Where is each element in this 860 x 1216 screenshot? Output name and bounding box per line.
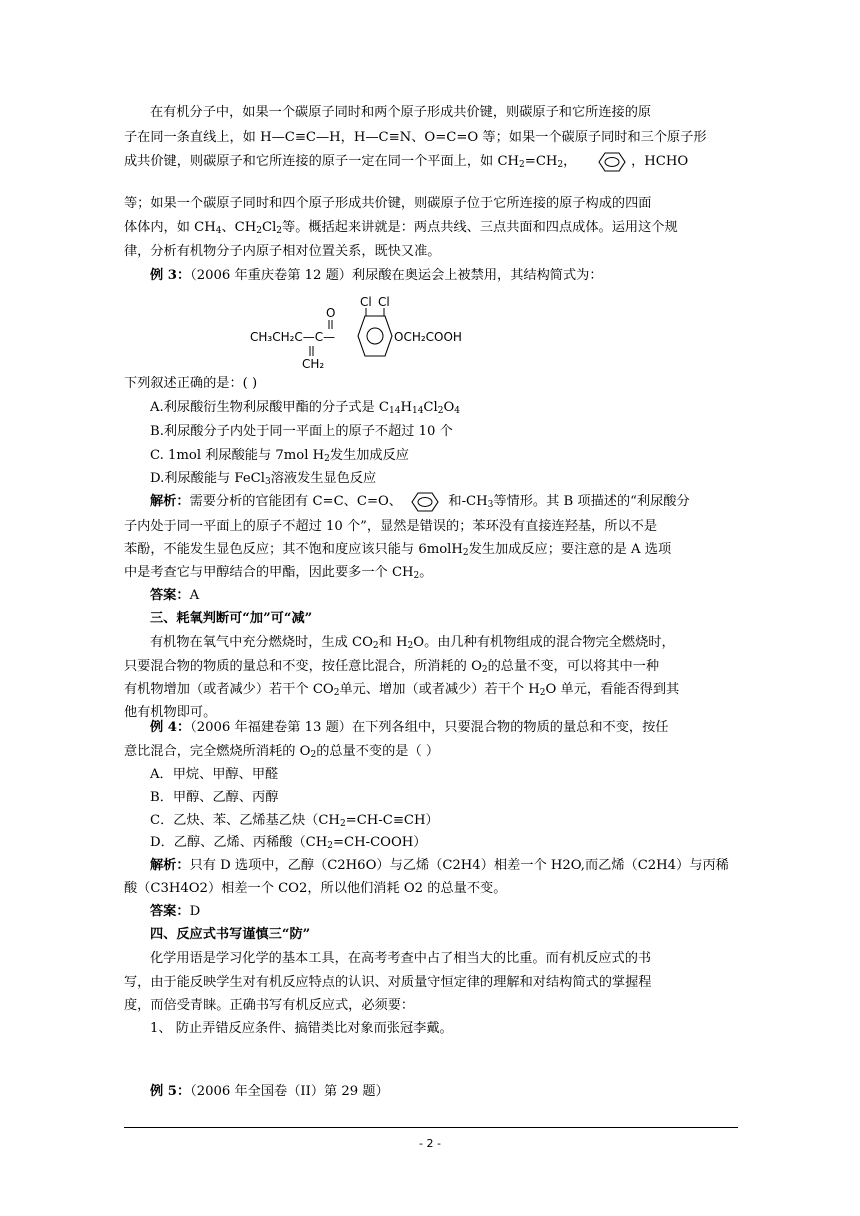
para1-line3: 成共价键，则碳原子和它所连接的原子一定在同一个平面上，如 $CH_2=CH_2$， ，HCHO [124, 150, 738, 177]
section3-line2: 只要混合物的物质的量总和不变，按任意比混合，所消耗的 $O_2$的总量不变，可以将其中一种 [124, 659, 660, 675]
example3-question: 下列叙述正确的是：( ) [124, 376, 258, 391]
section4-heading: 四、反应式书写谨慎三“防” [150, 927, 311, 942]
mol-oxygen: O [326, 306, 336, 320]
benzene-ring-icon [593, 152, 631, 172]
section4-line1: 化学用语是学习化学的基本工具，在高考考查中占了相当大的比重。而有机反应式的书 [150, 951, 652, 966]
example3-answer: 答案：A [150, 588, 200, 603]
para1-line6: 律，分析有机物分子内原子相对位置关系，既快又准。 [124, 244, 441, 259]
example4-answer: 答案：D [150, 904, 201, 919]
example4-option-c: C．乙炔、苯、乙烯基乙炔$(CH_2=CH-C\equiv CH)$ [150, 813, 439, 829]
section4-line2: 写，由于能反映学生对有机反应特点的认识、对质量守恒定律的理解和对结构简式的掌握程 [124, 975, 652, 990]
mol-cl-2: Cl [378, 295, 390, 309]
footer-divider [124, 1127, 738, 1128]
example3-analysis-line4: 中是考查它与甲醇结合的甲酯，因此要多一个 $CH_2$。 [124, 565, 433, 581]
example4-line2: 意比混合，完全燃烧所消耗的 $O_2$的总量不变的是（ ） [124, 744, 440, 760]
section3-line3: 有机物增加（或者减少）若干个 $CO_2$单元、增加（或者减少）若干个 $H_2O$ 单元，看能否得到其 [124, 682, 680, 698]
example3-option-d: D.利尿酸能与 FeCl$_3$溶液发生显色反应 [150, 471, 377, 487]
molecule-structure [244, 294, 494, 370]
section3-line1: 有机物在氧气中充分燃烧时，生成 $CO_2$和 $H_2O$。由几种有机物组成的混合物完全燃烧时， [150, 635, 675, 651]
example4-analysis-line2: 酸（C3H4O2）相差一个 CO2，所以他们消耗 O2 的总量不变。 [124, 881, 507, 896]
example3-option-a: A.利尿酸衍生物利尿酸甲酯的分子式是 $C_{14}H_{14}Cl_2O_4$ [150, 400, 461, 416]
section4-line3: 度，而倍受青睐。正确书写有机反应式，必须要： [124, 998, 415, 1013]
benzene-ring-icon [406, 492, 444, 512]
example3-heading: 例 3：（2006 年重庆卷第 12 题）利尿酸在奥运会上被禁用，其结构简式为： [150, 268, 603, 283]
mol-left-text: CH₃CH₂C—C— [250, 330, 336, 344]
mol-right-text: OCH₂COOH [394, 330, 462, 344]
para1-line5: 体体内，如 $CH_4$、$CH_2Cl_2$等。概括起来讲就是：两点共线、三点共面和四点成体。运用这个规 [124, 220, 678, 236]
example4-option-d: D．乙醇、乙烯、丙稀酸$(CH_2=CH-COOH)$ [150, 835, 427, 851]
example4-analysis-line1: 解析：只有 D 选项中，乙醇（C2H6O）与乙烯（C2H4）相差一个 H2O,而乙烯（C2H4）与丙稀 [150, 858, 729, 873]
example3-option-b: B.利尿酸分子内处于同一平面上的原子不超过 10 个 [150, 424, 453, 439]
mol-ch2: CH₂ [302, 357, 325, 370]
example4-option-b: B．甲醇、乙醇、丙醇 [150, 790, 279, 805]
page-number: - 2 - [419, 1137, 441, 1150]
example5-heading: 例 5：（2006 年全国卷（II）第 29 题） [150, 1084, 389, 1099]
para1-line2: 子在同一条直线上，如 H—C≡C—H，H—C≡N、O=C=O 等；如果一个碳原子同时和三个原子形 [124, 130, 707, 145]
section3-line4: 他有机物即可。 [124, 705, 217, 720]
example3-analysis-line1: 解析：需要分析的官能团有 C=C、C=O、 和$-CH_3$等情形。其 B 项描述的“利尿酸分 [124, 490, 738, 517]
section4-line4: 1、 防止弄错反应条件、搞错类比对象而张冠李戴。 [150, 1021, 453, 1036]
example3-option-c: C. 1mol 利尿酸能与 7mol $H_2$发生加成反应 [150, 448, 409, 464]
example4-option-a: A．甲烷、甲醇、甲醛 [150, 767, 279, 782]
example3-analysis-line2: 子内处于同一平面上的原子不超过 10 个”，显然是错误的；苯环没有直接连羟基，所以不是 [124, 519, 658, 534]
mol-cl-1: Cl [360, 295, 372, 309]
section3-heading: 三、耗氧判断可“加”可“减” [150, 611, 313, 626]
para1-line4: 等；如果一个碳原子同时和四个原子形成共价键，则碳原子位于它所连接的原子构成的四面 [124, 196, 652, 211]
example4-line1: 例 4：（2006 年福建卷第 13 题）在下列各组中，只要混合物的物质的量总和不变，按任 [150, 720, 669, 735]
example3-analysis-line3: 苯酚，不能发生显色反应；其不饱和度应该只能与 6molH$_2$发生加成反应；要注意的是 A 选项 [124, 542, 672, 558]
para1-line1: 在有机分子中，如果一个碳原子同时和两个原子形成共价键，则碳原子和它所连接的原 [150, 105, 652, 120]
